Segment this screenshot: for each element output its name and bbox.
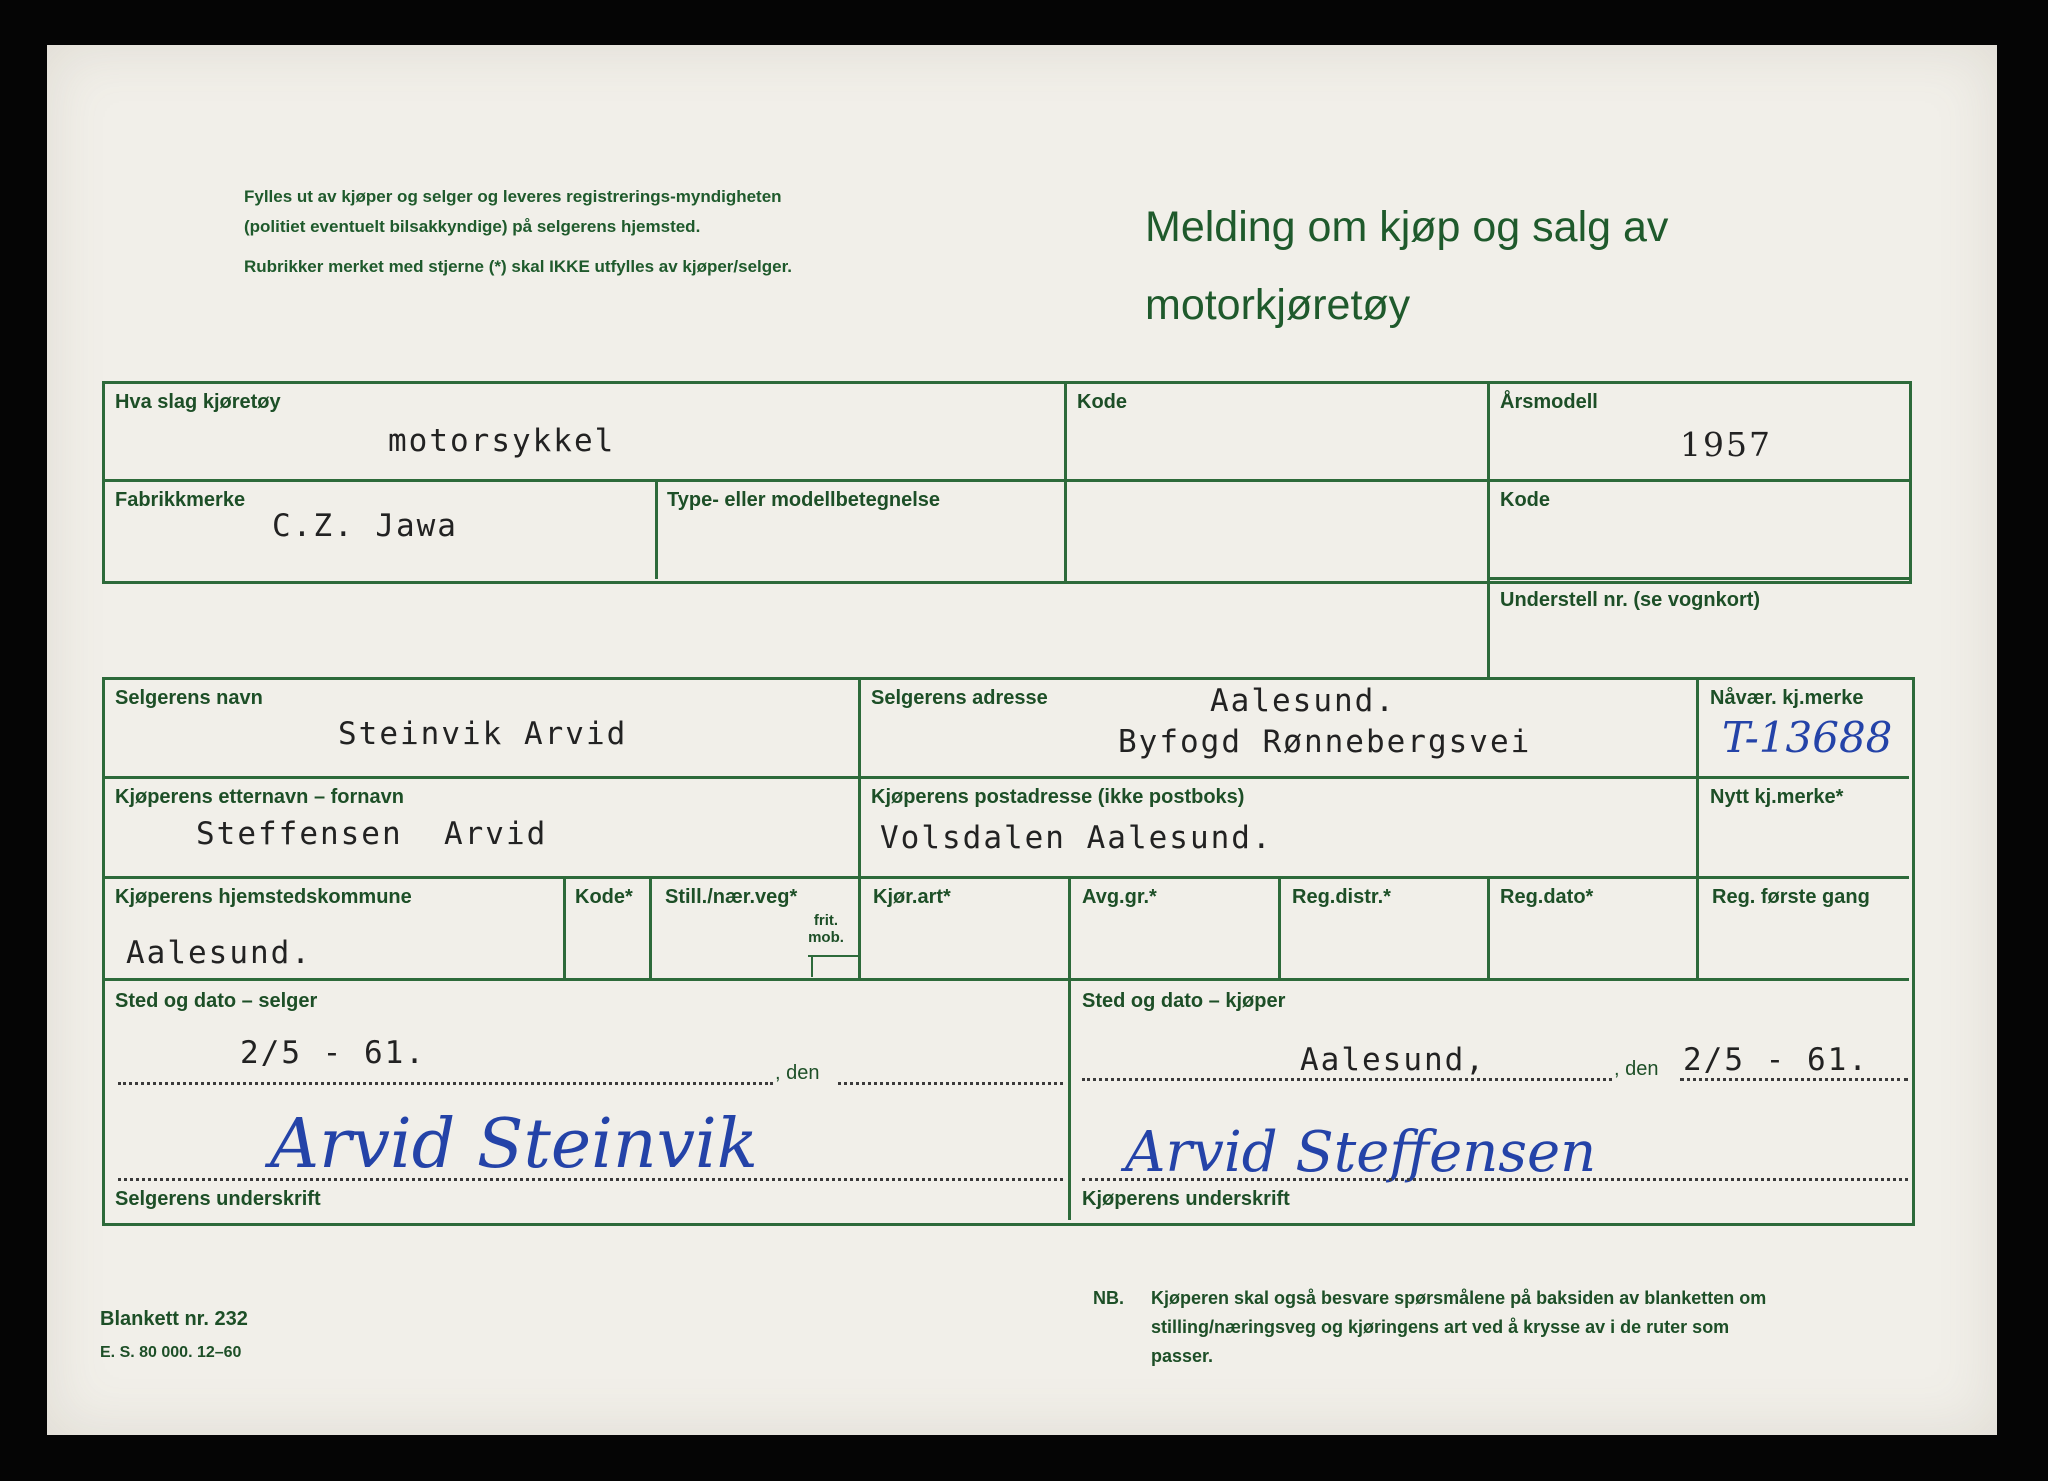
code-star-label: Kode*: [575, 886, 633, 908]
seller-date-line: [118, 1082, 773, 1085]
nb-note: [1093, 1284, 1793, 1371]
seller-name-value: Steinvik Arvid: [338, 716, 628, 752]
form-title: Melding om kjøp og salg av motorkjøretøy: [1145, 203, 1669, 329]
buyer-place-value: Aalesund,: [1300, 1042, 1486, 1078]
seller-place-label: Sted og dato – selger: [115, 990, 318, 1012]
new-plate-label: Nytt kj.merke*: [1710, 786, 1844, 808]
nb-text: Kjøperen skal også besvare spørsmålene på baksiden av blanketten om stilling/næringsveg og kjøringens art ved å krysse av i de ruter som passer.: [1151, 1288, 1767, 1366]
den-label-2: , den: [1614, 1058, 1659, 1080]
seller-signature-label: Selgerens underskrift: [115, 1188, 321, 1210]
current-plate-label: Nåvær. kj.merke: [1710, 687, 1864, 709]
parties-row-1: [102, 776, 1909, 779]
municipality-label: Kjøperens hjemstedskommune: [115, 886, 412, 908]
seller-signature-line: [118, 1178, 1063, 1181]
parties-row-2: [102, 876, 1909, 879]
municipality-value: Aalesund.: [126, 935, 312, 971]
instructions-text-2: Rubrikker merket med stjerne (*) skal IKKE utfylles av kjøper/selger.: [244, 257, 793, 276]
row3-col-2: [649, 876, 652, 980]
occupation-label: Still./nær.veg*: [665, 886, 798, 908]
chassis-label: Understell nr. (se vognkort): [1500, 589, 1761, 611]
nb-label: NB.: [1093, 1288, 1124, 1308]
row3-col-6: [1487, 876, 1490, 980]
make-value: C.Z. Jawa: [272, 508, 458, 544]
buyer-signature-line: [1082, 1178, 1908, 1181]
reg-date-label: Reg.dato*: [1500, 886, 1594, 908]
code-label: Kode: [1077, 391, 1127, 413]
model-year-label: Årsmodell: [1500, 391, 1598, 413]
seller-date-line-2: [838, 1082, 1063, 1085]
reg-district-label: Reg.distr.*: [1292, 886, 1391, 908]
buyer-place-line: [1082, 1078, 1612, 1081]
instructions: [244, 182, 824, 292]
make-label: Fabrikkmerke: [115, 489, 246, 511]
frit-mob-label: frit. mob.: [808, 912, 844, 946]
frit-mob-tick: [811, 955, 813, 977]
seller-date-value: 2/5 - 61.: [240, 1035, 426, 1071]
seller-address-line-2: Byfogd Rønnebergsvei: [1118, 724, 1532, 760]
buyer-name-label: Kjøperens etternavn – fornavn: [115, 786, 404, 808]
buyer-place-label: Sted og dato – kjøper: [1082, 990, 1286, 1012]
seller-name-label: Selgerens navn: [115, 687, 263, 709]
buyer-signature-label: Kjøperens underskrift: [1082, 1188, 1290, 1210]
buyer-address-label: Kjøperens postadresse (ikke postboks): [871, 786, 1245, 808]
current-plate-value: T-13688: [1722, 713, 1893, 762]
den-label-1: , den: [775, 1062, 820, 1084]
row3-col-5: [1278, 876, 1281, 980]
fee-group-label: Avg.gr.*: [1082, 886, 1157, 908]
frit-mob-line: [808, 955, 858, 957]
vehicle-type-label: Hva slag kjøretøy: [115, 391, 281, 413]
vehicle-row-divider: [102, 479, 1909, 482]
buyer-date-line: [1680, 1078, 1908, 1081]
usage-label: Kjør.art*: [873, 886, 951, 908]
vehicle-type-value: motorsykkel: [388, 423, 616, 459]
code-label-2: Kode: [1500, 489, 1550, 511]
chassis-row-divider: [1487, 577, 1909, 580]
buyer-date-value: 2/5 - 61.: [1683, 1042, 1869, 1078]
vehicle-box: [102, 381, 1912, 584]
print-info: E. S. 80 000. 12–60: [100, 1344, 242, 1361]
first-reg-label: Reg. første gang: [1712, 886, 1870, 908]
row3-col-4: [1068, 876, 1071, 1220]
parties-col-a: [858, 677, 861, 880]
vehicle-col-divider-1: [1064, 381, 1067, 581]
model-year-value: 1957: [1680, 425, 1772, 464]
instructions-text-1: Fylles ut av kjøper og selger og leveres registrerings-myndigheten (politiet eventuelt bilsakkyndige) på selgerens hjemsted.: [244, 187, 782, 236]
row3-col-1: [563, 876, 566, 980]
buyer-address-value: Volsdalen Aalesund.: [880, 820, 1273, 856]
buyer-name-value: Steffensen Arvid: [196, 816, 548, 852]
parties-row-3: [102, 978, 1909, 981]
model-label: Type- eller modellbetegnelse: [667, 489, 941, 511]
vehicle-col-divider-3: [655, 479, 658, 579]
form-number: Blankett nr. 232: [100, 1308, 248, 1330]
row3-col-3: [858, 876, 861, 980]
vehicle-col-divider-2: [1487, 381, 1490, 677]
seller-address-line-1: Aalesund.: [1210, 683, 1396, 719]
parties-col-b: [1696, 677, 1699, 980]
buyer-signature: Arvid Steffensen: [1125, 1120, 1597, 1185]
seller-signature: Arvid Steinvik: [270, 1105, 758, 1184]
seller-address-label: Selgerens adresse: [871, 687, 1048, 709]
